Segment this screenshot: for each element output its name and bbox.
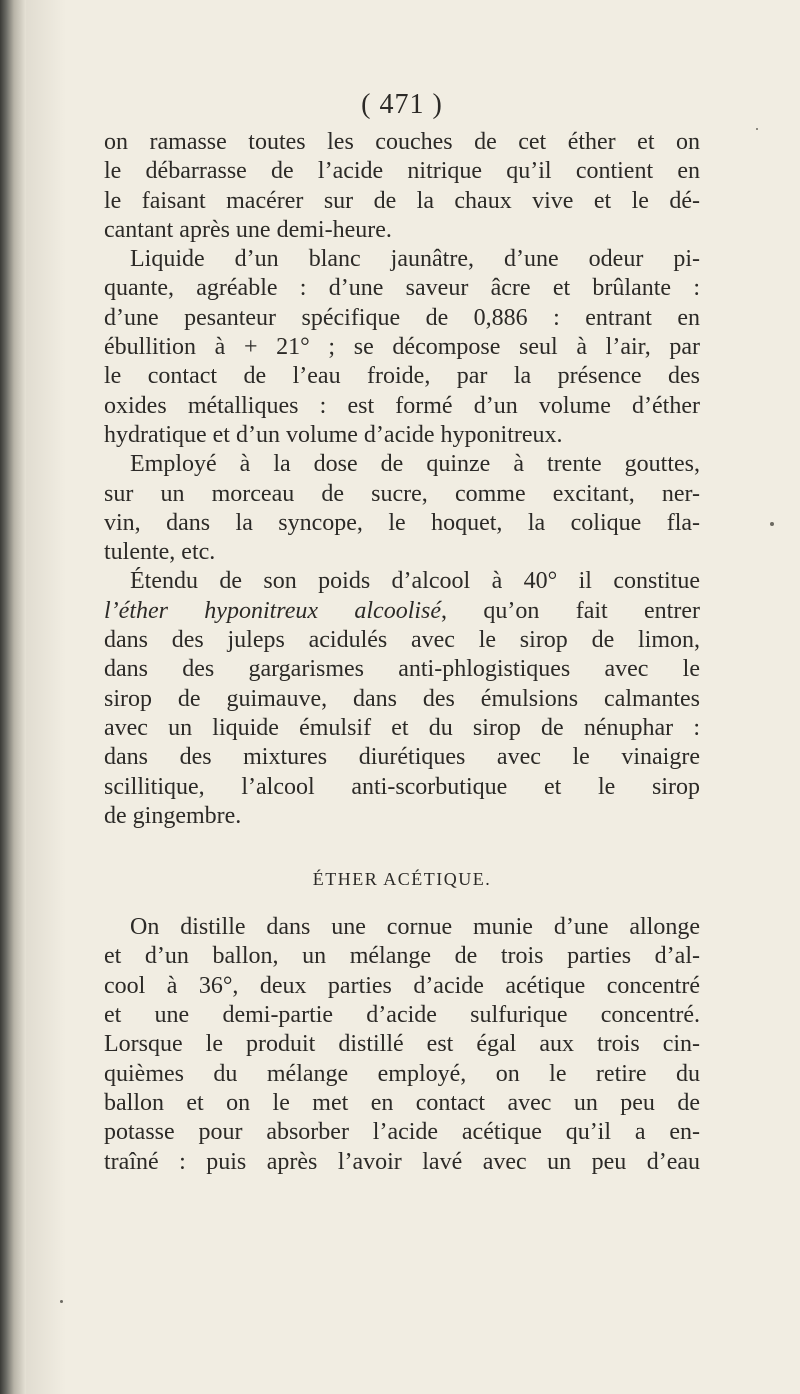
- text-line: Liquide d’un blanc jaunâtre, d’une odeur pi-: [130, 246, 700, 273]
- text-line: dans des juleps acidulés avec le sirop de limon,: [104, 627, 700, 654]
- page-number: ( 471 ): [361, 89, 443, 120]
- text-line: ballon et on le met en contact avec un peu de: [104, 1089, 700, 1116]
- text-line: On distille dans une cornue munie d’une allonge: [130, 914, 700, 941]
- text-line: sirop de guimauve, dans des émulsions calmantes: [104, 685, 700, 712]
- text-line: le débarrasse de l’acide nitrique qu’il contient en: [104, 158, 700, 185]
- text-line: sur un morceau de sucre, comme excitant, ner-: [104, 480, 700, 507]
- text-line-mixed: [104, 597, 700, 626]
- text-line: Lorsque le produit distillé est égal aux trois cin-: [104, 1031, 700, 1058]
- text-line: oxides métalliques : est formé d’un volume d’éther: [104, 392, 700, 419]
- italic-term: l’éther hyponitreux alcoolisé: [104, 597, 442, 624]
- paper-speck: [770, 522, 774, 526]
- text-line: quante, agréable : d’une saveur âcre et brûlante :: [104, 275, 700, 302]
- text-line: potasse pour absorber l’acide acétique qu’il a en-: [104, 1119, 700, 1146]
- paragraph-3: [104, 450, 700, 567]
- paragraph-4: [104, 567, 700, 831]
- paragraph-1: [104, 128, 700, 245]
- text-line: et une demi-partie d’acide sulfurique concentré.: [104, 1002, 700, 1029]
- text-line: dans des gargarismes anti-phlogistiques avec le: [104, 656, 700, 683]
- book-binding-edge: [0, 0, 26, 1394]
- text-line: Étendu de son poids d’alcool à 40° il constitue: [130, 568, 700, 595]
- text-line: scillitique, l’alcool anti-scorbutique et le sirop: [104, 773, 700, 800]
- text-line: et d’un ballon, un mélange de trois parties d’al-: [104, 943, 700, 970]
- section-heading: ÉTHER ACÉTIQUE.: [312, 869, 492, 890]
- gutter-shadow: [26, 0, 66, 1394]
- text-line: dans des mixtures diurétiques avec le vinaigre: [104, 744, 700, 771]
- text-line: on ramasse toutes les couches de cet éther et on: [104, 129, 700, 155]
- text-line: tulente, etc.: [104, 539, 216, 566]
- text-line: le contact de l’eau froide, par la présence des: [104, 363, 700, 390]
- book-page: [104, 88, 700, 1177]
- text-line: avec un liquide émulsif et du sirop de nénuphar :: [104, 714, 700, 741]
- text-line: le faisant macérer sur de la chaux vive et le dé-: [104, 187, 700, 214]
- text-fragment: , qu’on fait entrer: [441, 597, 700, 624]
- text-line: de gingembre.: [104, 802, 242, 829]
- text-line: traîné : puis après l’avoir lavé avec un peu d’eau: [104, 1148, 700, 1175]
- text-line: ébullition à + 21° ; se décompose seul à l’air, par: [104, 334, 700, 361]
- paragraph-5: [104, 913, 700, 1177]
- text-line: d’une pesanteur spécifique de 0,886 : entrant en: [104, 304, 700, 331]
- paragraph-2: [104, 245, 700, 450]
- text-line: cantant après une demi-heure.: [104, 216, 392, 243]
- text-line: quièmes du mélange employé, on le retire du: [104, 1060, 700, 1087]
- text-line: Employé à la dose de quinze à trente gouttes,: [130, 451, 700, 478]
- paper-speck: [60, 1300, 63, 1303]
- text-line: vin, dans la syncope, le hoquet, la colique fla-: [104, 509, 700, 536]
- paper-speck: [756, 128, 758, 130]
- text-line: cool à 36°, deux parties d’acide acétique concentré: [104, 972, 700, 999]
- text-line: hydratique et d’un volume d’acide hyponitreux.: [104, 421, 563, 448]
